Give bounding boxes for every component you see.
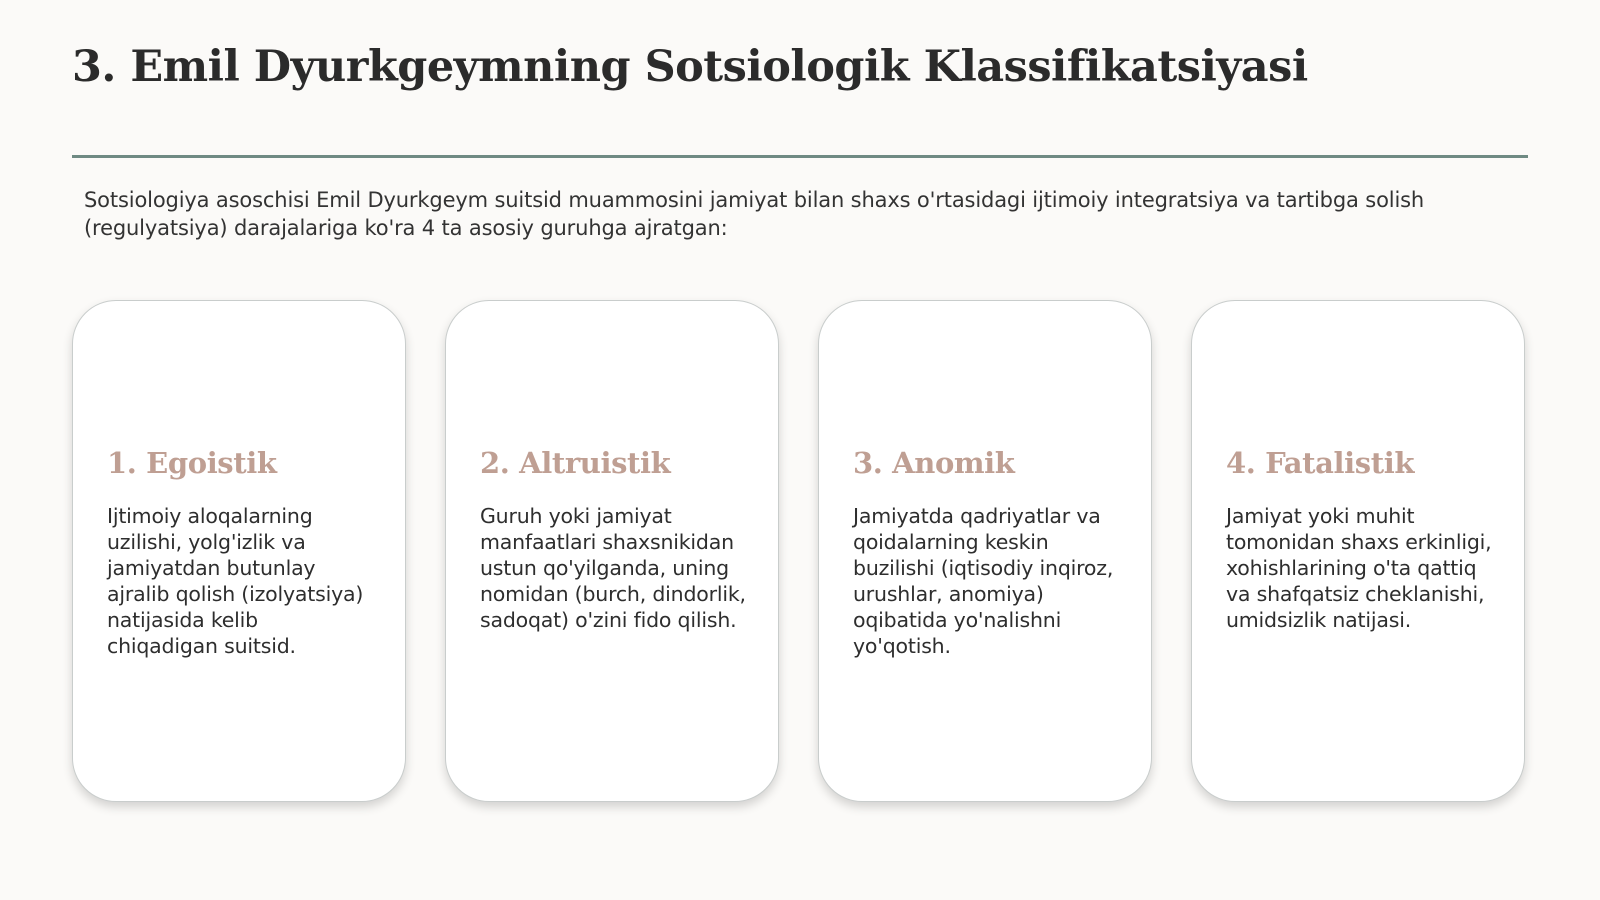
card-title: 1. Egoistik bbox=[107, 446, 277, 480]
card-title: 3. Anomik bbox=[853, 446, 1015, 480]
card-title: 2. Altruistik bbox=[480, 446, 671, 480]
title-divider bbox=[72, 155, 1528, 158]
classification-cards bbox=[72, 300, 1528, 804]
card-egoistic bbox=[72, 300, 406, 802]
card-description: Ijtimoiy aloqalarning uzilishi, yolg'izlik va jamiyatdan butunlay ajralib qolish (izolyatsiya) natijasida kelib chiqadigan suitsid. bbox=[107, 504, 364, 658]
card-title: 4. Fatalistik bbox=[1226, 446, 1415, 480]
card-anomic bbox=[818, 300, 1152, 802]
card-altruistic bbox=[445, 300, 779, 802]
card-description: Jamiyatda qadriyatlar va qoidalarning keskin buzilishi (iqtisodiy inqiroz, urushlar, anomiya) oqibatida yo'nalishni yo'qotish. bbox=[853, 504, 1114, 658]
slide-title: 3. Emil Dyurkgeymning Sotsiologik Klassifikatsiyasi bbox=[72, 42, 1308, 92]
card-description: Jamiyat yoki muhit tomonidan shaxs erkinligi, xohishlarining o'ta qattiq va shafqatsiz cheklanishi, umidsizlik natijasi. bbox=[1226, 504, 1492, 632]
intro-paragraph: Sotsiologiya asoschisi Emil Dyurkgeym suitsid muammosini jamiyat bilan shaxs o'rtasidagi ijtimoiy integratsiya va tartibga solish (regulyatsiya) darajalariga ko'ra 4 ta asosiy guruhga ajratgan: bbox=[84, 188, 1425, 240]
card-description: Guruh yoki jamiyat manfaatlari shaxsnikidan ustun qo'yilganda, uning nomidan (burch, dindorlik, sadoqat) o'zini fido qilish. bbox=[480, 504, 746, 632]
card-fatalistic bbox=[1191, 300, 1525, 802]
